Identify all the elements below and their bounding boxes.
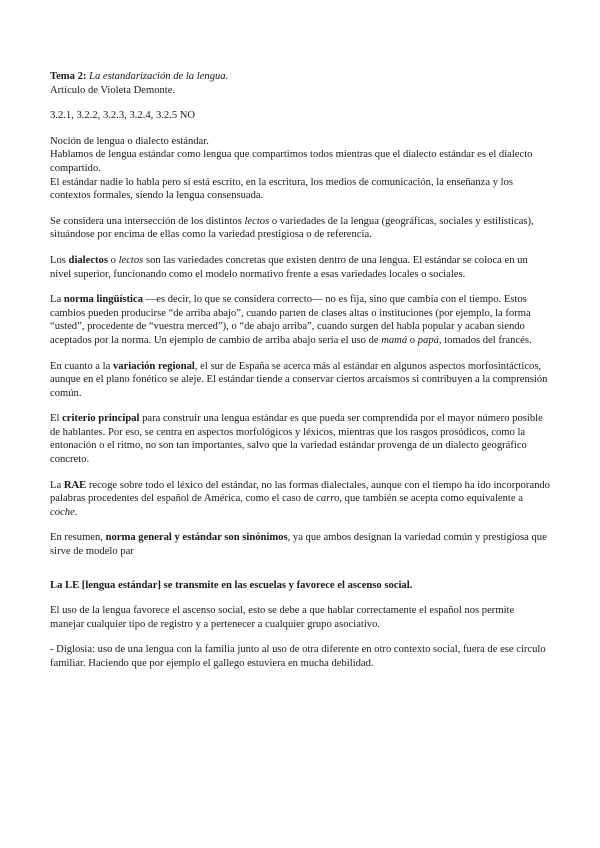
text-run: o variedades de la lengua (geográficas, sociales y estilísticas), situándose por encima de ellas como la variedad prestigiosa o de referencia.	[50, 215, 534, 241]
paragraph-rae	[50, 479, 550, 520]
bold-term: dialectos	[68, 254, 108, 266]
text-run: para construir una lengua estándar es que pueda ser comprendida por el mayor número posible de hablantes. Por eso, se centra en aspectos morfológicos y léxicos, mientras que los rasgos prosódicos, como la entonación o el ritmo, no son tan importantes, salvo que la variedad estándar provenga de un dialecto geográfico concreto.	[50, 413, 543, 466]
text-run: son las variedades concretas que existen dentro de una lengua. El estándar se coloca en un nivel superior, funcionando como el modelo normativo frente a esas variedades locales o sociales.	[50, 254, 528, 280]
paragraph-social-ascent: El uso de la lengua favorece el ascenso social, esto se debe a que hablar correctamente el español nos permite manejar cualquier tipo de registro y a pertenecer a cualquier grupo asociativo.	[50, 605, 515, 630]
paragraph-main-criterion	[50, 412, 550, 466]
paragraph-diglossia: - Diglosia: uso de una lengua con la familia junto al uso de otra diferente en otro contexto social, fuera de ese círculo familiar. Haciendo que por ejemplo el gallego estuviera en mucha debilidad.	[50, 644, 546, 669]
text-run: Se considera una intersección de los distintos	[50, 215, 245, 227]
text-run: recoge sobre todo el léxico del estándar, no las formas dialectales, aunque con el tiempo ha ido incorporando palabras procedentes del español de América, como el caso de	[50, 479, 550, 505]
section-heading	[50, 579, 550, 593]
bold-term: norma lingüística	[63, 294, 143, 306]
italic-term: mamá	[381, 334, 408, 346]
paragraph-summary	[50, 531, 550, 558]
text-run: La	[50, 294, 64, 306]
italic-term: carro	[316, 493, 340, 505]
bold-term: variación regional	[112, 360, 195, 372]
text-run: Los	[50, 254, 69, 266]
notion-line-3: El estándar nadie lo habla pero sí está escrito, en la escritura, los medios de comunicación, la enseñanza y los contextos formales, siendo la lengua consensuada.	[50, 176, 514, 202]
text-run: , tomados del francés.	[438, 334, 532, 346]
bold-term: norma general y estándar son sinónimos	[105, 532, 288, 544]
text-run: La	[50, 479, 64, 491]
topic-label: Tema 2:	[50, 71, 87, 82]
bold-term: criterio principal	[62, 413, 140, 425]
text-run: .	[74, 506, 78, 518]
paragraph-regional-variation	[50, 360, 550, 401]
paragraph-dialects	[50, 254, 550, 281]
text-run: En cuanto a la	[50, 360, 113, 372]
text-run: El	[50, 413, 63, 425]
article-author: Artículo de Violeta Demonte.	[50, 84, 176, 96]
text-run: , el sur de España se acerca más al estándar en algunos aspectos morfosintácticos, aunque en el plano fonético se aleje. El estándar tiende a conservar ciertos arcaísmos si contribuyen a la comprensión común.	[50, 360, 548, 399]
text-run: o	[407, 334, 418, 346]
sections-line: 3.2.1, 3.2.2, 3.2.3, 3.2.4, 3.2.5 NO	[50, 110, 196, 122]
italic-term: coche	[50, 506, 75, 518]
italic-term: papá	[417, 334, 439, 346]
notion-line-2: Hablamos de lengua estándar como lengua que compartimos todos mientras que el dialecto estándar es el dialecto compartido.	[50, 149, 533, 174]
notion-heading: Noción de lengua o dialecto estándar.	[50, 135, 209, 147]
text-run: En resumen,	[50, 532, 106, 544]
topic-title	[50, 70, 550, 84]
topic-name: La estandarización de la lengua.	[89, 71, 229, 82]
paragraph-intersection	[50, 215, 550, 242]
text-run: o	[107, 254, 119, 266]
section-heading-text: La LE [lengua estándar] se transmite en las escuelas y favorece el ascenso social.	[50, 579, 413, 591]
text-run: , que también se acepta como equivalente a	[339, 493, 523, 505]
paragraph-linguistic-norm	[50, 293, 550, 347]
italic-term: lectos	[244, 215, 270, 227]
paragraph-standard-notion	[50, 135, 550, 203]
text-run: —es decir, lo que se considera correcto— no es fija, sino que cambia con el tiempo. Estos cambios pueden producirse “de arriba abajo”, cuando parten de clases altas o instituciones (por ejemplo, la forma “usted”, procedente de “vuestra merced”), o “de abajo arriba”, cuando surgen del habla popular y acaban siendo aceptados por la norma. Un ejemplo de cambio de arriba abajo sería el uso de	[50, 294, 531, 346]
text-run: , ya que ambos designan la variedad común y prestigiosa que sirve de modelo par	[50, 532, 547, 558]
bold-term: RAE	[63, 479, 87, 491]
italic-term: lectos	[118, 254, 144, 266]
